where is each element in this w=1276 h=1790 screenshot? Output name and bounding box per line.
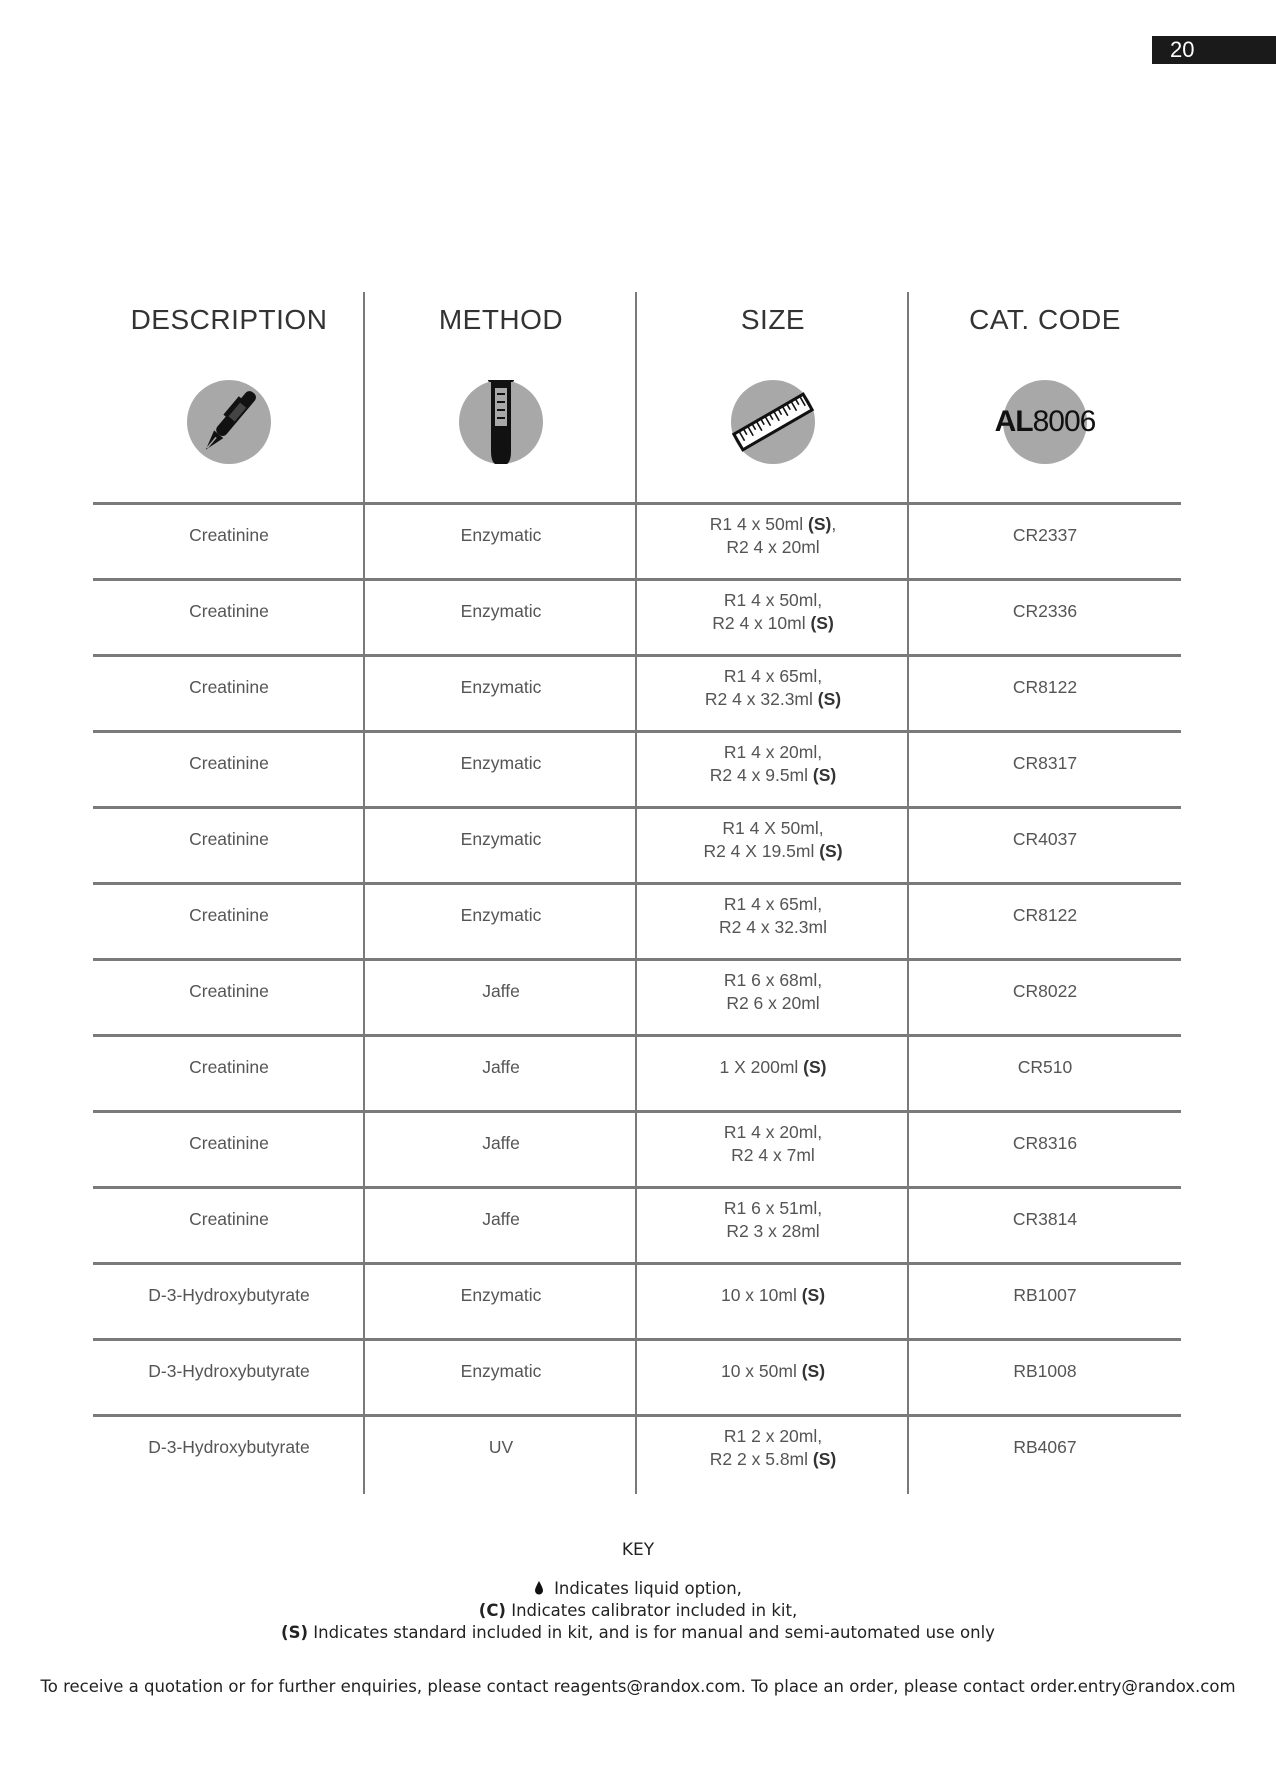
size-line: R2 4 x 10ml (S) bbox=[712, 613, 834, 633]
page-number: 20 bbox=[1152, 36, 1276, 64]
cell-description: Creatinine bbox=[189, 677, 269, 697]
cell-method: Enzymatic bbox=[460, 829, 542, 849]
size-line: R2 6 x 20ml bbox=[726, 993, 820, 1013]
header-description bbox=[93, 292, 365, 502]
size-line: R1 4 X 50ml, bbox=[722, 818, 824, 838]
cell-method: Jaffe bbox=[482, 1133, 520, 1153]
cell-code: CR2337 bbox=[1012, 525, 1078, 545]
cell-method: Jaffe bbox=[482, 1057, 520, 1077]
cell-size bbox=[637, 1360, 909, 1383]
cell-method: Enzymatic bbox=[460, 525, 542, 545]
size-line: R1 4 x 20ml, bbox=[723, 742, 823, 762]
cell-code: CR2336 bbox=[1012, 601, 1078, 621]
cell-method: Enzymatic bbox=[460, 677, 542, 697]
test-tube-icon bbox=[459, 380, 543, 464]
cell-description: D-3-Hydroxybutyrate bbox=[148, 1285, 310, 1305]
table-body bbox=[93, 505, 1181, 1490]
header-size bbox=[637, 292, 909, 502]
key-section bbox=[0, 1540, 1276, 1644]
cell-size bbox=[637, 1056, 909, 1079]
ruler-icon bbox=[731, 380, 815, 464]
size-line: R1 6 x 51ml, bbox=[723, 1198, 823, 1218]
cell-code: CR4037 bbox=[1012, 829, 1078, 849]
cell-size bbox=[637, 969, 909, 1015]
size-line: R2 4 x 9.5ml (S) bbox=[709, 765, 837, 785]
size-line: R1 4 x 65ml, bbox=[723, 666, 823, 686]
cell-method: Enzymatic bbox=[460, 1285, 542, 1305]
header-label: DESCRIPTION bbox=[130, 304, 328, 335]
header-cat-code bbox=[909, 292, 1181, 502]
cell-description: Creatinine bbox=[189, 981, 269, 1001]
cell-method: Enzymatic bbox=[460, 753, 542, 773]
catalog-code-logo: AL8006 bbox=[994, 405, 1096, 438]
cell-description: Creatinine bbox=[189, 1133, 269, 1153]
table-row bbox=[93, 1037, 1181, 1113]
key-liquid: Indicates liquid option, bbox=[0, 1578, 1276, 1600]
table-row bbox=[93, 1113, 1181, 1189]
size-line: 1 X 200ml (S) bbox=[719, 1057, 827, 1077]
table-row bbox=[93, 733, 1181, 809]
cell-size bbox=[637, 1425, 909, 1471]
size-line: R2 4 x 7ml bbox=[731, 1145, 815, 1165]
header-label: SIZE bbox=[740, 304, 806, 335]
size-line: R1 2 x 20ml, bbox=[723, 1426, 823, 1446]
cell-method: Jaffe bbox=[482, 1209, 520, 1229]
size-line: R1 4 x 65ml, bbox=[723, 894, 823, 914]
cell-code: CR3814 bbox=[1012, 1209, 1078, 1229]
table-header bbox=[93, 292, 1181, 502]
cell-code: CR510 bbox=[1017, 1057, 1073, 1077]
cell-size bbox=[637, 589, 909, 635]
table-row bbox=[93, 1341, 1181, 1417]
pen-icon bbox=[187, 380, 271, 464]
cell-description: Creatinine bbox=[189, 753, 269, 773]
cell-description: Creatinine bbox=[189, 829, 269, 849]
cell-method: Enzymatic bbox=[460, 1361, 542, 1381]
size-line: R2 4 x 20ml bbox=[726, 537, 820, 557]
table-row bbox=[93, 885, 1181, 961]
table-row bbox=[93, 1189, 1181, 1265]
product-table bbox=[93, 292, 1181, 1490]
table-row bbox=[93, 581, 1181, 657]
cell-method: Enzymatic bbox=[460, 905, 542, 925]
size-line: R2 3 x 28ml bbox=[726, 1221, 820, 1241]
cell-code: RB1007 bbox=[1013, 1285, 1077, 1305]
table-row bbox=[93, 1265, 1181, 1341]
cell-description: Creatinine bbox=[189, 525, 269, 545]
table-row bbox=[93, 505, 1181, 581]
cell-description: D-3-Hydroxybutyrate bbox=[148, 1361, 310, 1381]
cell-code: CR8022 bbox=[1012, 981, 1078, 1001]
cell-code: CR8317 bbox=[1012, 753, 1078, 773]
header-label: CAT. CODE bbox=[969, 304, 1121, 335]
liquid-drop-icon bbox=[534, 1581, 544, 1595]
header-label: METHOD bbox=[438, 304, 564, 335]
size-line: R2 4 X 19.5ml (S) bbox=[703, 841, 843, 861]
size-line: R2 2 x 5.8ml (S) bbox=[709, 1449, 837, 1469]
header-method bbox=[365, 292, 637, 502]
size-line: 10 x 10ml (S) bbox=[720, 1285, 826, 1305]
cell-size bbox=[637, 513, 909, 559]
table-row bbox=[93, 657, 1181, 733]
cell-size bbox=[637, 1284, 909, 1307]
size-line: R1 6 x 68ml, bbox=[723, 970, 823, 990]
table-row bbox=[93, 809, 1181, 885]
size-line: R1 4 x 20ml, bbox=[723, 1122, 823, 1142]
key-calibrator: (C) Indicates calibrator included in kit, bbox=[478, 1601, 798, 1620]
cell-code: RB4067 bbox=[1013, 1437, 1077, 1457]
size-line: R1 4 x 50ml (S), bbox=[709, 514, 837, 534]
contact-footer: To receive a quotation or for further enquiries, please contact reagents@randox.com. To place an order, please contact order.entry@randox.com bbox=[40, 1677, 1236, 1696]
cell-code: RB1008 bbox=[1013, 1361, 1077, 1381]
cell-size bbox=[637, 893, 909, 939]
cell-size bbox=[637, 665, 909, 711]
size-line: R1 4 x 50ml, bbox=[723, 590, 823, 610]
size-line: 10 x 50ml (S) bbox=[720, 1361, 826, 1381]
key-standard: (S) Indicates standard included in kit, and is for manual and semi-automated use only bbox=[281, 1623, 995, 1642]
cell-size bbox=[637, 741, 909, 787]
cell-description: Creatinine bbox=[189, 601, 269, 621]
cell-description: Creatinine bbox=[189, 1209, 269, 1229]
cell-description: Creatinine bbox=[189, 1057, 269, 1077]
cell-size bbox=[637, 1197, 909, 1243]
cell-description: Creatinine bbox=[189, 905, 269, 925]
size-line: R2 4 x 32.3ml (S) bbox=[704, 689, 842, 709]
cell-method: UV bbox=[488, 1437, 514, 1457]
cell-size bbox=[637, 817, 909, 863]
size-line: R2 4 x 32.3ml bbox=[719, 917, 827, 937]
table-row bbox=[93, 961, 1181, 1037]
cell-code: CR8122 bbox=[1012, 677, 1078, 697]
table-row bbox=[93, 1417, 1181, 1490]
cell-code: CR8316 bbox=[1012, 1133, 1078, 1153]
cell-method: Enzymatic bbox=[460, 601, 542, 621]
key-title: KEY bbox=[621, 1540, 655, 1560]
cell-description: D-3-Hydroxybutyrate bbox=[148, 1437, 310, 1457]
cell-size bbox=[637, 1121, 909, 1167]
cell-code: CR8122 bbox=[1012, 905, 1078, 925]
cell-method: Jaffe bbox=[482, 981, 520, 1001]
